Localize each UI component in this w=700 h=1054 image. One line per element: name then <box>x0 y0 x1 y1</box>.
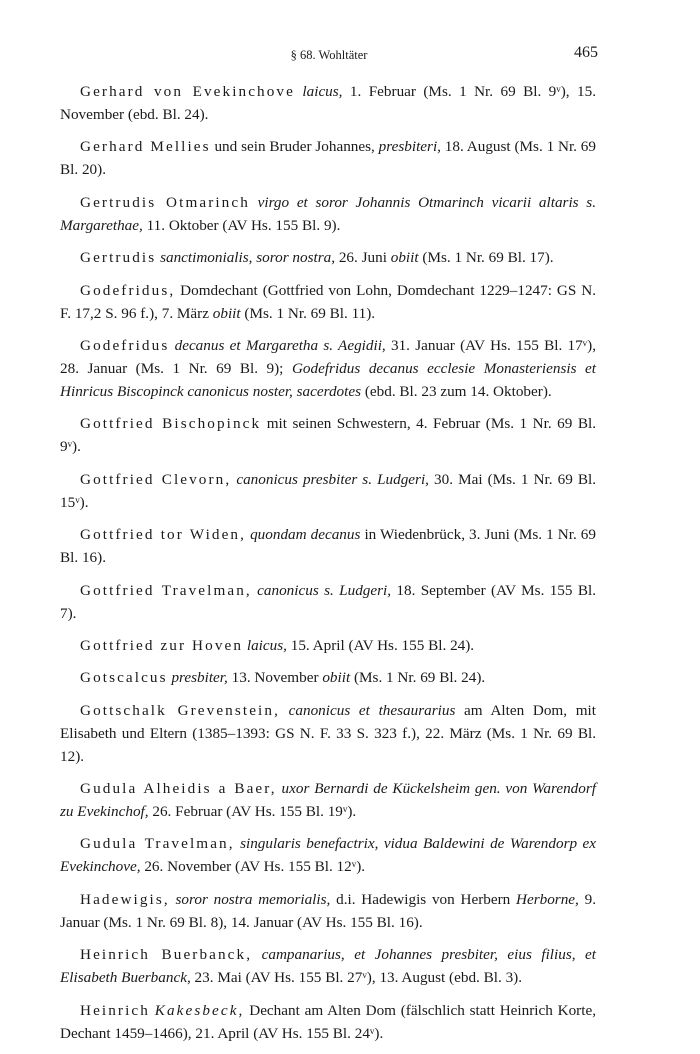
benefactor-name: Heinrich <box>80 1001 150 1019</box>
entry-text: (ebd. Bl. 23 zum 14. Oktober). <box>361 382 552 400</box>
benefactor-name: Gottfried Travelman, <box>80 581 252 599</box>
running-header <box>60 44 598 68</box>
benefactor-entry <box>60 191 596 237</box>
latin-phrase: soror nostra memorialis, <box>175 890 331 908</box>
benefactor-entry <box>60 943 596 989</box>
benefactor-entry <box>60 699 596 768</box>
entry-text: und sein Bruder Johannes, <box>210 138 379 156</box>
benefactor-entry <box>60 468 596 514</box>
benefactor-name: Gudula Travelman, <box>80 835 235 853</box>
latin-phrase: canonicus s. Ludgeri, <box>257 581 392 599</box>
benefactor-entry <box>60 135 596 181</box>
benefactor-name: Gudula Alheidis a Baer, <box>80 780 277 798</box>
benefactor-entry <box>60 412 596 458</box>
benefactor-entry <box>60 579 596 625</box>
latin-phrase: campanarius, et Johannes presbiter, eius filius, et Elisabeth Buerbanck, <box>60 946 596 987</box>
entry-text: 26. Juni <box>335 249 391 267</box>
benefactor-entry <box>60 666 596 689</box>
benefactor-entry <box>60 888 596 934</box>
latin-phrase: canonicus et thesaurarius <box>288 701 456 719</box>
benefactor-name: Kakesbeck, <box>154 1001 245 1019</box>
entry-text: 9. Januar (Ms. 1 Nr. 69 Bl. 8), 14. Januar (AV Hs. 155 Bl. 16). <box>60 890 596 931</box>
entry-text: Dechant am Alten Dom (fälschlich statt Heinrich Korte, Dechant 1459–1466), 21. April (AV Hs. 155 Bl. 24ᵛ). <box>60 1001 596 1042</box>
latin-phrase: quondam decanus <box>250 526 361 544</box>
latin-phrase: obiit <box>322 669 351 687</box>
latin-phrase: singularis benefactrix, vidua Baldewini de Warendorp ex Evekinchove, <box>60 835 596 876</box>
latin-phrase: presbiteri, <box>378 138 441 156</box>
benefactor-entry <box>60 279 596 325</box>
latin-phrase: Godefridus decanus ecclesie Monasteriensis et Hinricus Biscopinck canonicus noster, sacerdotes <box>60 359 596 400</box>
entry-text <box>250 194 258 211</box>
entry-text: d.i. Hadewigis von Herbern <box>330 890 516 908</box>
entry-text: 13. November <box>227 669 323 687</box>
entry-text: 11. Oktober (AV Hs. 155 Bl. 9). <box>142 216 341 234</box>
benefactor-entry <box>60 999 596 1045</box>
benefactor-name: Gerhard Mellies <box>80 138 211 156</box>
section-title: § 68. Wohltäter <box>290 48 368 62</box>
benefactor-name: Godefridus, <box>80 281 176 299</box>
entry-text: (Ms. 1 Nr. 69 Bl. 11). <box>240 304 376 322</box>
benefactor-entry <box>60 777 596 823</box>
page-number: 465 <box>574 44 598 61</box>
benefactor-entry <box>60 832 596 878</box>
latin-phrase: decanus et Margaretha s. Aegidii, <box>174 336 386 354</box>
entry-text: mit seinen Schwestern, 4. Februar (Ms. 1 Nr. 69 Bl. 9ᵛ). <box>60 415 596 456</box>
benefactor-name: Gertrudis Otmarinch <box>80 193 250 211</box>
benefactor-name: Gottfried Clevorn, <box>80 470 232 488</box>
entry-text: (Ms. 1 Nr. 69 Bl. 24). <box>350 669 486 687</box>
benefactor-name: Gottschalk Grevenstein, <box>80 701 280 719</box>
latin-phrase: laicus, <box>302 83 343 100</box>
benefactor-entry <box>60 523 596 569</box>
benefactor-name: Gotscalcus <box>80 669 168 687</box>
benefactor-entry <box>60 246 596 269</box>
latin-phrase: laicus, <box>246 636 287 654</box>
benefactor-name: Gerhard von Evekinchove <box>80 83 295 100</box>
latin-phrase: canonicus presbiter s. Ludgeri, <box>236 470 429 488</box>
entry-text: Domdechant (Gottfried von Lohn, Domdechant 1229–1247: GS N. F. 17,2 S. 96 f.), 7. März <box>60 281 596 322</box>
entry-text: (Ms. 1 Nr. 69 Bl. 17). <box>418 249 554 267</box>
latin-phrase: virgo et soror Johannis Otmarinch vicarii altaris s. Margarethae, <box>60 193 596 234</box>
latin-phrase: Herborne, <box>516 890 579 908</box>
benefactor-name: Gertrudis <box>80 249 157 267</box>
latin-phrase: obiit <box>212 304 241 322</box>
entry-text: 30. Mai (Ms. 1 Nr. 69 Bl. 15ᵛ). <box>60 470 596 511</box>
benefactor-entry <box>60 80 596 126</box>
latin-phrase: sanctimonialis, soror nostra, <box>160 249 336 267</box>
benefactor-name: Gottfried tor Widen, <box>80 526 247 544</box>
benefactor-name: Gottfried Bischopinck <box>80 415 262 433</box>
benefactor-entry <box>60 634 596 657</box>
entry-text: in Wiedenbrück, 3. Juni (Ms. 1 Nr. 69 Bl. 16). <box>60 526 596 567</box>
entry-text: am Alten Dom, mit Elisabeth und Eltern (1385–1393: GS N. F. 33 S. 323 f.), 22. März (Ms. 1 Nr. 69 Bl. 12). <box>60 701 596 765</box>
benefactor-name: Godefridus <box>80 336 170 354</box>
benefactor-name: Heinrich Buerbanck, <box>80 946 253 964</box>
entry-text: 18. August (Ms. 1 Nr. 69 Bl. 20). <box>60 138 596 179</box>
entry-text: 31. Januar (AV Hs. 155 Bl. 17ᵛ), 28. Januar (Ms. 1 Nr. 69 Bl. 9); <box>60 336 597 377</box>
benefactor-name: Gottfried zur Hoven <box>80 636 244 654</box>
benefactor-name: Hadewigis, <box>80 890 170 908</box>
latin-phrase: obiit <box>390 249 419 267</box>
entry-text: 1. Februar (Ms. 1 Nr. 69 Bl. 9ᵛ), 15. November (ebd. Bl. 24). <box>60 83 597 123</box>
entry-text: 18. September (AV Ms. 155 Bl. 7). <box>60 581 596 622</box>
entry-text <box>252 946 262 963</box>
benefactor-entry <box>60 334 596 403</box>
entry-text: 26. Februar (AV Hs. 155 Bl. 19ᵛ). <box>148 803 357 821</box>
entry-text: 23. Mai (AV Hs. 155 Bl. 27ᵛ), 13. August (ebd. Bl. 3). <box>190 969 523 987</box>
entry-text: 26. November (AV Hs. 155 Bl. 12ᵛ). <box>140 858 366 876</box>
latin-phrase: presbiter, <box>171 669 228 687</box>
entry-text: 15. April (AV Hs. 155 Bl. 24). <box>286 636 475 654</box>
latin-phrase: uxor Bernardi de Kückelsheim gen. von Warendorf zu Evekinchof, <box>60 780 596 821</box>
entry-text <box>280 702 289 719</box>
benefactor-list <box>60 80 596 1054</box>
